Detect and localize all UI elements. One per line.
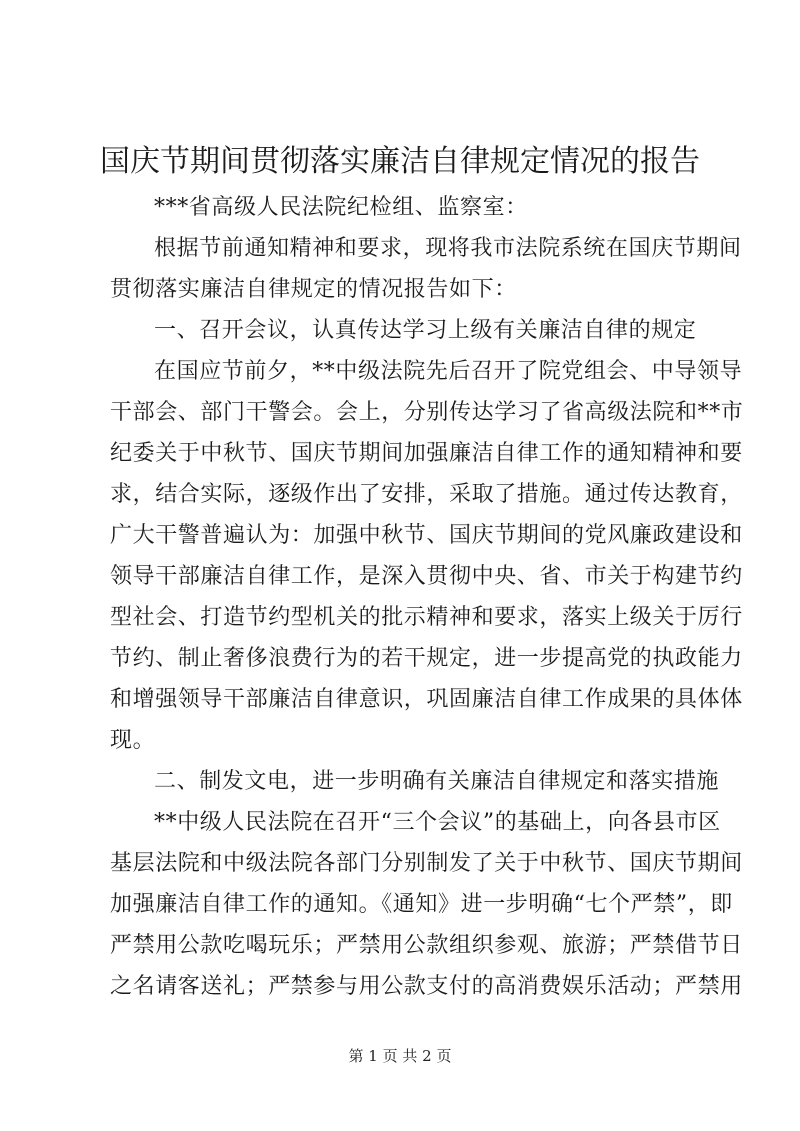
- page-footer: 第 1 页 共 2 页: [348, 1047, 452, 1065]
- body-paragraph: [110, 802, 743, 1007]
- text-line: 型社会、打造节约型机关的批示精神和要求，落实上级关于厉行: [110, 605, 743, 630]
- section-heading: [110, 761, 720, 802]
- document-title: 国庆节期间贯彻落实廉洁自律规定情况的报告: [100, 144, 700, 179]
- text-line: 节约、制止奢侈浪费行为的若干规定，进一步提高党的执政能力: [110, 646, 743, 671]
- text-line: ***省高级人民法院纪检组、监察室：: [154, 195, 528, 220]
- text-line: 严禁用公款吃喝玩乐；严禁用公款组织参观、旅游；严禁借节日: [110, 933, 743, 958]
- text-line: 贯彻落实廉洁自律规定的情况报告如下：: [110, 277, 517, 302]
- text-line: 广大干警普遍认为：加强中秋节、国庆节期间的党风廉政建设和: [110, 523, 743, 548]
- text-line: 根据节前通知精神和要求，现将我市法院系统在国庆节期间: [154, 236, 742, 261]
- text-line: 纪委关于中秋节、国庆节期间加强廉洁自律工作的通知精神和要: [110, 441, 743, 466]
- text-line: **中级人民法院在召开“三个会议”的基础上，向各县市区: [154, 810, 721, 835]
- text-line: 在国应节前夕，**中级法院先后召开了院党组会、中导领导: [154, 359, 743, 384]
- text-line: 干部会、部门干警会。会上，分别传达学习了省高级法院和**市: [110, 400, 744, 425]
- text-line: 领导干部廉洁自律工作，是深入贯彻中央、省、市关于构建节约: [110, 564, 743, 589]
- salutation: [110, 187, 710, 228]
- body-paragraph: [110, 351, 744, 761]
- text-line: 加强廉洁自律工作的通知。《通知》进一步明确“七个严禁”，即: [110, 892, 733, 917]
- text-line: 一、召开会议，认真传达学习上级有关廉洁自律的规定: [154, 318, 697, 343]
- body-paragraph: [110, 228, 742, 310]
- text-line: 求，结合实际，逐级作出了安排，采取了措施。通过传达教育，: [110, 482, 743, 507]
- section-heading: [110, 310, 710, 351]
- text-line: 基层法院和中级法院各部门分别制发了关于中秋节、国庆节期间: [110, 851, 743, 876]
- document-body: [110, 187, 744, 1007]
- text-line: 现。: [110, 728, 156, 753]
- text-line: 二、制发文电，进一步明确有关廉洁自律规定和落实措施: [154, 769, 720, 794]
- text-line: 和增强领导干部廉洁自律意识，巩固廉洁自律工作成果的具体体: [110, 687, 743, 712]
- text-line: 之名请客送礼；严禁参与用公款支付的高消费娱乐活动；严禁用: [110, 974, 743, 999]
